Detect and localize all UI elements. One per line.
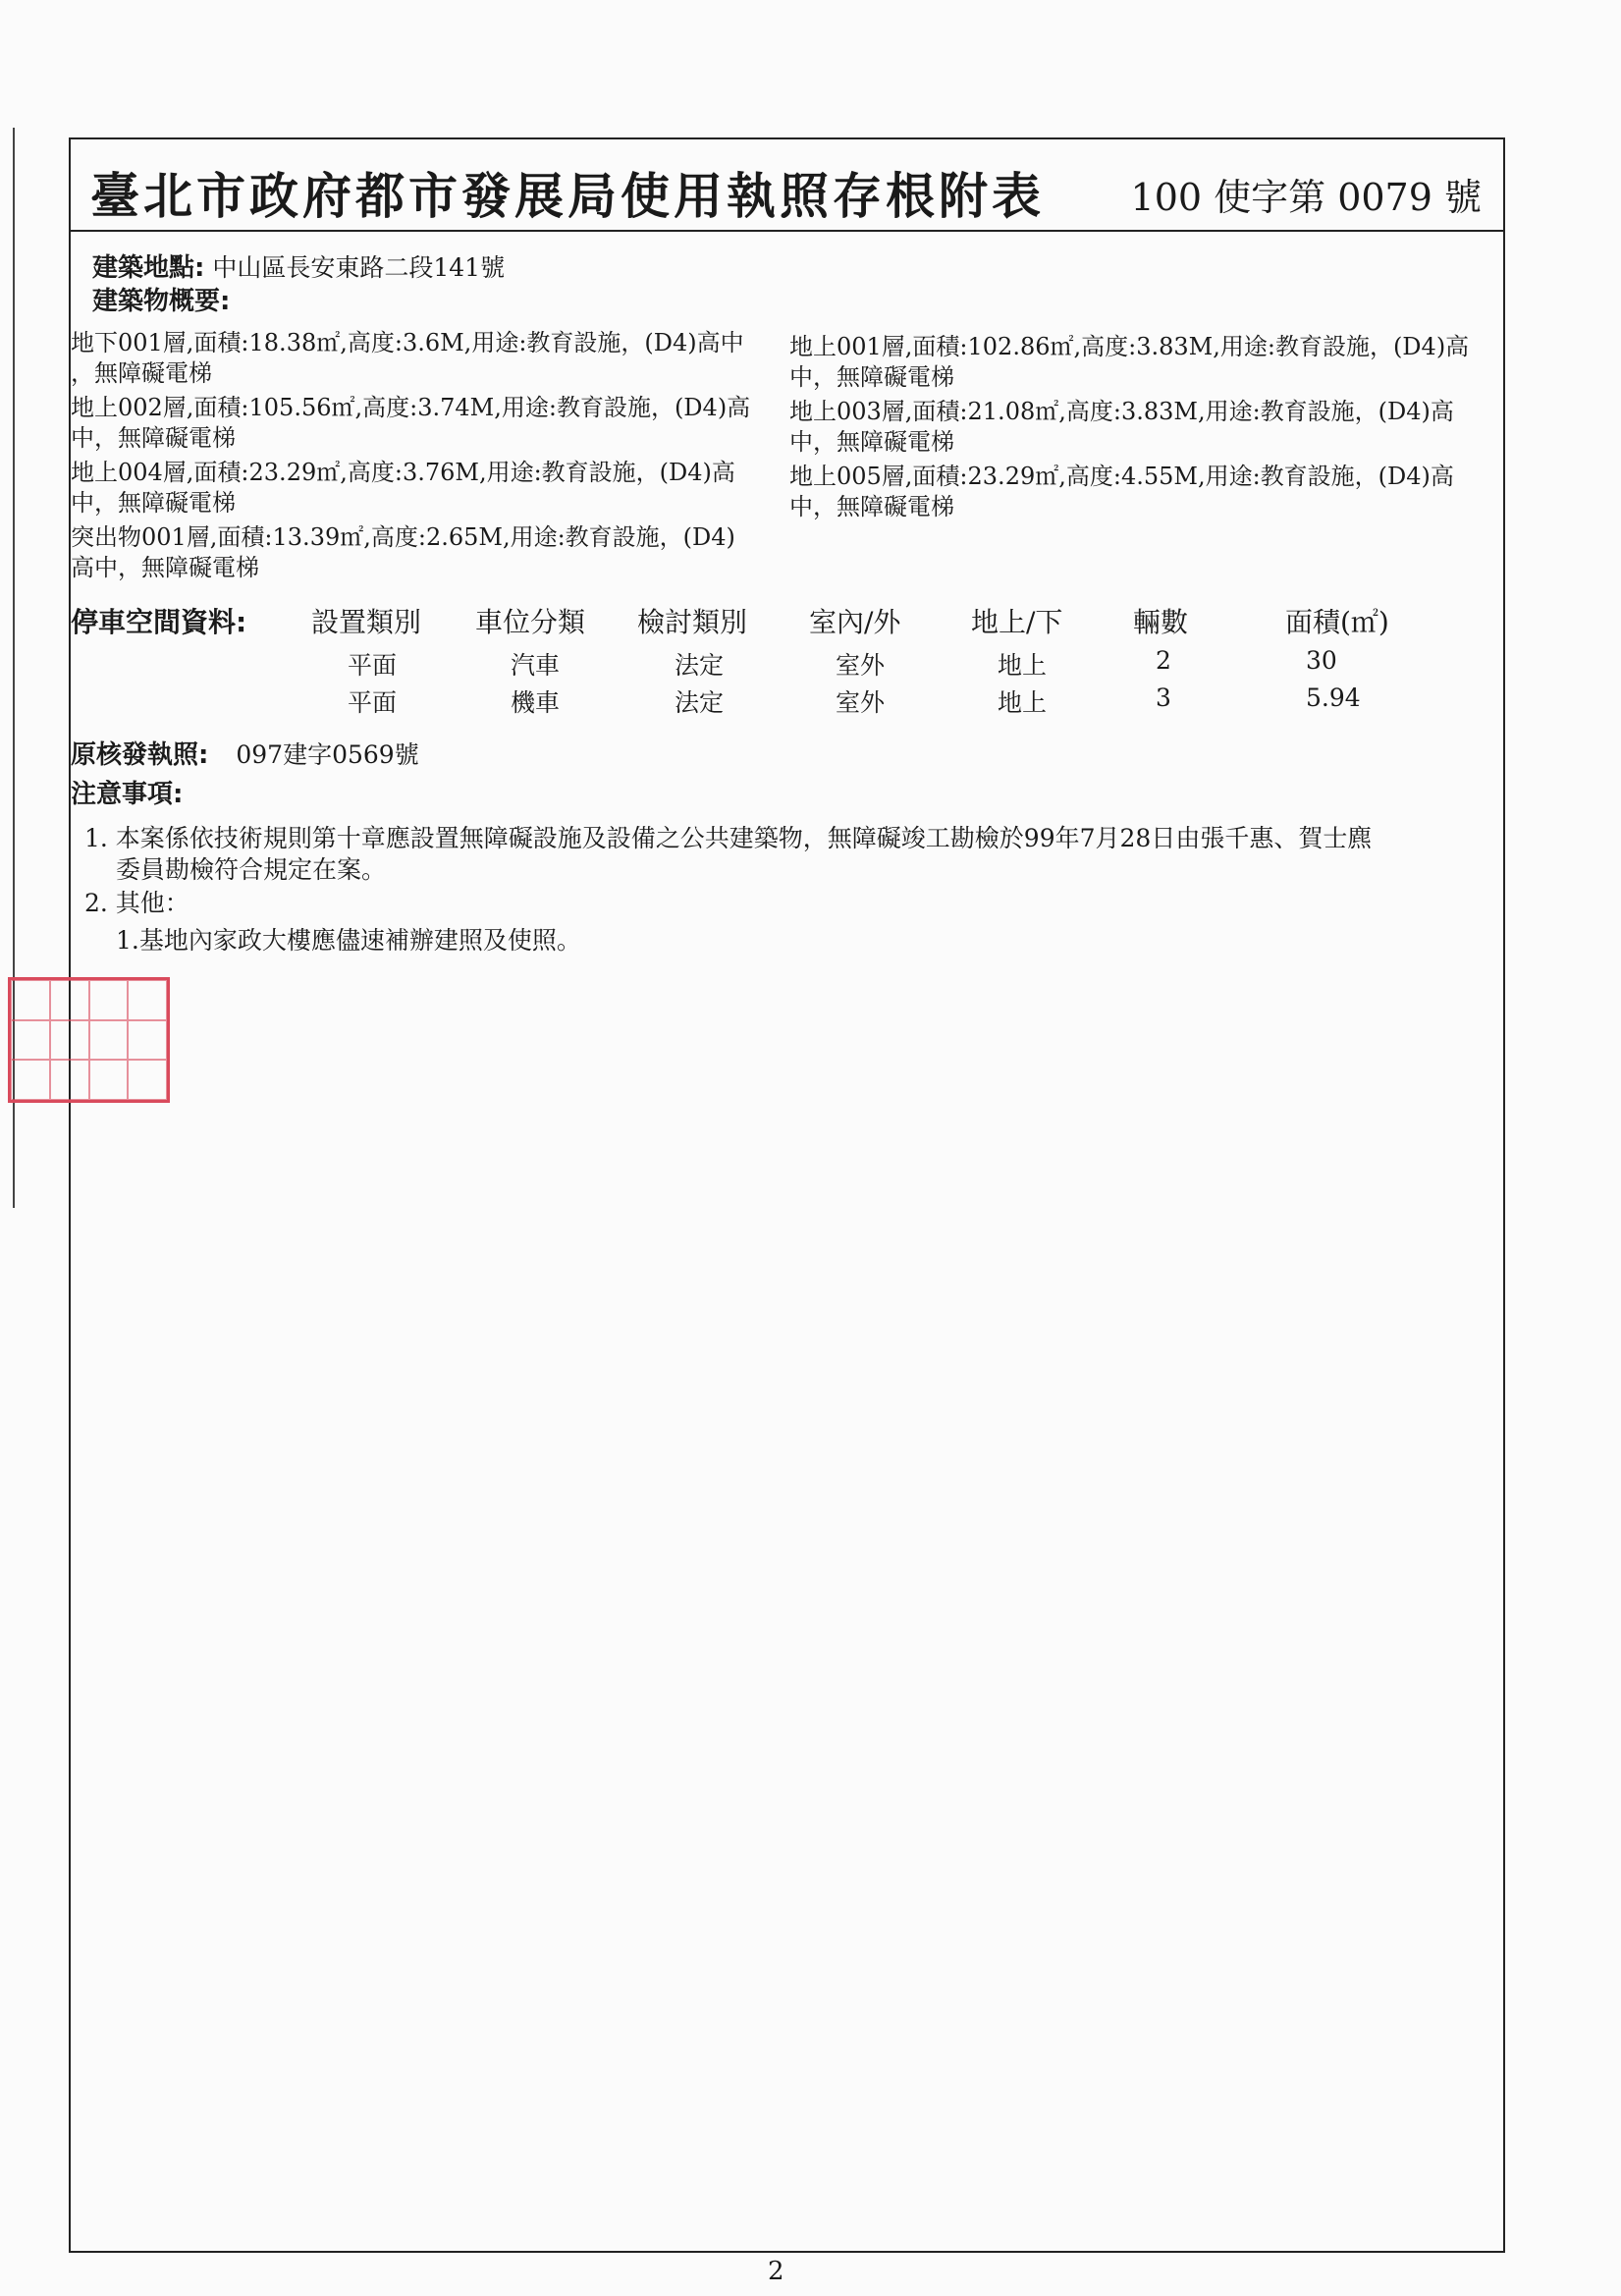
parking-cell: 汽車 xyxy=(511,651,561,680)
address-value: 中山區長安東路二段141號 xyxy=(212,253,506,282)
parking-cell: 地上 xyxy=(998,651,1048,680)
floor-entry xyxy=(789,332,1482,393)
note-item-1: 1. 本案係依技術規則第十章應設置無障礙設施及設備之公共建築物，無障礙竣工勘檢於99年7月28日由張千惠、賀士麃 xyxy=(84,824,1373,852)
title-row xyxy=(71,139,1503,232)
parking-header-in-out: 室內/外 xyxy=(809,606,901,638)
address-label: 建築地點: xyxy=(92,253,205,283)
floor-entry xyxy=(71,458,763,519)
floor-entry-text: 高中，無障礙電梯 xyxy=(71,554,259,581)
parking-cell: 地上 xyxy=(998,688,1048,717)
parking-header-count: 輛數 xyxy=(1133,606,1189,638)
parking-header-type: 設置類別 xyxy=(311,606,422,638)
parking-cell: 30 xyxy=(1306,646,1337,675)
address-line xyxy=(92,247,505,284)
floor-entry-text: 地下001層,面積:18.38㎡,高度:3.6M,用途:教育設施，(D4)高中 xyxy=(71,329,744,356)
document-frame xyxy=(69,137,1505,2253)
parking-cell: 室外 xyxy=(836,651,886,680)
floor-entry-text: ，無障礙電梯 xyxy=(71,359,212,387)
document-title: 臺北市政府都市發展局使用執照存根附表 xyxy=(90,168,1045,225)
official-seal-stamp xyxy=(8,977,170,1103)
parking-cell: 5.94 xyxy=(1306,683,1361,712)
floor-entry-text: 地上003層,面積:21.08㎡,高度:3.83M,用途:教育設施，(D4)高 xyxy=(789,398,1454,425)
permit-number: 100 使字第 0079 號 xyxy=(1130,176,1482,219)
floor-entry xyxy=(71,522,763,583)
overview-label: 建築物概要: xyxy=(92,287,231,316)
parking-cell: 平面 xyxy=(348,651,398,680)
floor-entry xyxy=(71,328,763,389)
parking-header-level: 地上/下 xyxy=(971,606,1063,638)
floor-entry-text: 突出物001層,面積:13.39㎡,高度:2.65M,用途:教育設施，(D4) xyxy=(71,523,735,551)
parking-cell: 平面 xyxy=(348,688,398,717)
original-permit-label: 原核發執照: xyxy=(71,740,209,770)
floor-entry-text: 地上001層,面積:102.86㎡,高度:3.83M,用途:教育設施，(D4)高 xyxy=(789,333,1470,360)
parking-cell: 3 xyxy=(1156,683,1171,712)
floor-entry-text: 地上002層,面積:105.56㎡,高度:3.74M,用途:教育設施，(D4)高 xyxy=(71,394,751,421)
page-number: 2 xyxy=(768,2257,784,2286)
floor-entry-text: 中，無障礙電梯 xyxy=(789,428,954,456)
floor-entry-text: 中，無障礙電梯 xyxy=(789,493,954,520)
parking-header-category: 車位分類 xyxy=(475,606,586,638)
note-item-1-continued: 委員勘檢符合規定在案。 xyxy=(116,855,387,884)
floor-entry-text: 地上004層,面積:23.29㎡,高度:3.76M,用途:教育設施，(D4)高 xyxy=(71,459,735,486)
parking-cell: 機車 xyxy=(511,688,561,717)
original-permit-value: 097建字0569號 xyxy=(236,740,419,769)
note-item-2-sub: 1.基地內家政大樓應儘速補辦建照及使照。 xyxy=(116,926,581,955)
floor-entry-text: 地上005層,面積:23.29㎡,高度:4.55M,用途:教育設施，(D4)高 xyxy=(789,463,1454,490)
notes-line xyxy=(71,774,183,810)
parking-cell: 2 xyxy=(1156,646,1171,675)
floor-entry-text: 中，無障礙電梯 xyxy=(71,489,236,517)
parking-header-area: 面積(㎡) xyxy=(1285,606,1389,638)
floor-entry xyxy=(789,462,1482,522)
parking-cell: 法定 xyxy=(675,688,725,717)
note-item-2: 2. 其他： xyxy=(84,889,189,917)
parking-header-review: 檢討類別 xyxy=(637,606,748,638)
floor-entry-text: 中，無障礙電梯 xyxy=(71,424,236,452)
parking-section xyxy=(71,601,1496,729)
parking-label: 停車空間資料: xyxy=(71,606,247,638)
floor-entry xyxy=(71,393,763,454)
overview-line xyxy=(92,281,230,317)
parking-cell: 法定 xyxy=(675,651,725,680)
floor-entry-text: 中，無障礙電梯 xyxy=(789,363,954,391)
parking-cell: 室外 xyxy=(836,688,886,717)
original-permit-line xyxy=(71,735,419,771)
notes-label: 注意事項: xyxy=(71,780,184,809)
floor-entry xyxy=(789,397,1482,458)
floor-overview xyxy=(71,328,1496,591)
